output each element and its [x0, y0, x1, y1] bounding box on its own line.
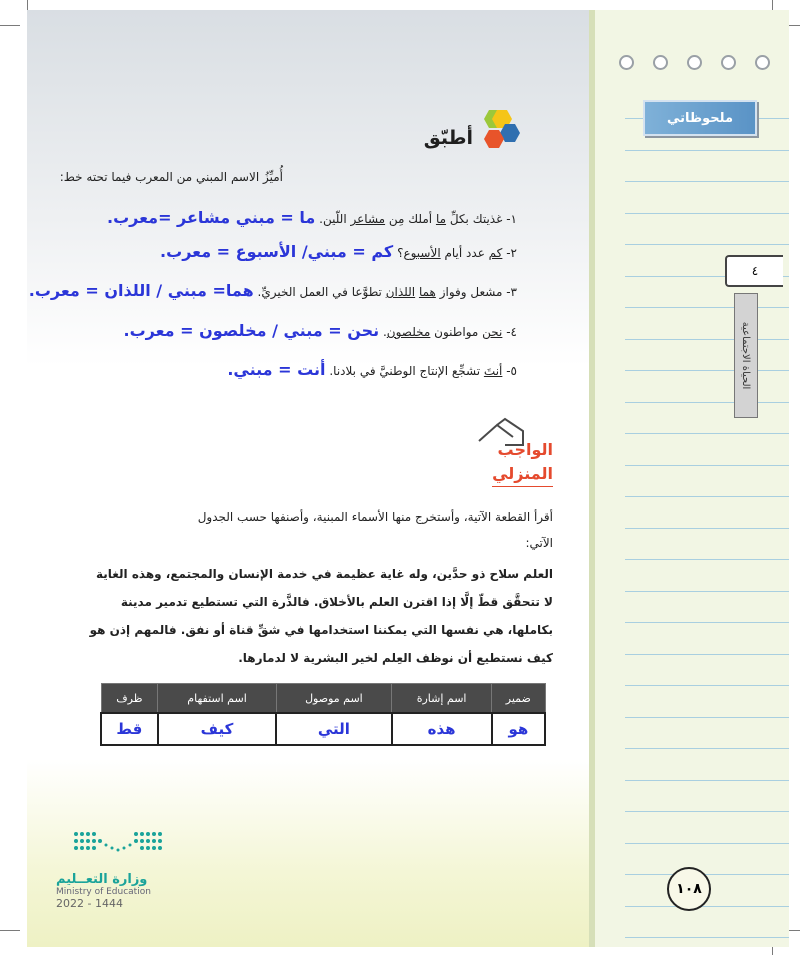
table-header: ظرف — [101, 684, 158, 714]
practice-item-3: ٣- مشعل وفواز هما اللذان تطوَّعا في العمل الخيريِّ. هما= مبني / اللذان = معرب. — [28, 281, 517, 300]
answer-text: هما= مبني / اللذان = معرب. — [28, 281, 254, 300]
unit-title-strip — [734, 293, 758, 418]
homework-title: الواجب المنزلي — [492, 438, 553, 487]
ruled-line — [625, 937, 789, 938]
hexagon-cluster-icon — [467, 108, 527, 158]
crop-mark — [0, 930, 20, 931]
binder-hole — [721, 55, 736, 70]
table-cell: هو — [492, 713, 545, 745]
binder-hole — [755, 55, 770, 70]
table-cell: قط — [101, 713, 158, 745]
ruled-line — [625, 307, 789, 308]
binder-hole — [687, 55, 702, 70]
ruled-line — [625, 370, 789, 371]
answer-text: ما = مبني مشاعر =معرب. — [107, 208, 316, 227]
textbook-page — [27, 10, 589, 947]
table-header-row — [101, 684, 545, 714]
ruled-line — [625, 559, 789, 560]
practice-item-4: ٤- نحن مواطنون مخلصون. نحن = مبني / مخلصون = معرب. — [123, 321, 517, 340]
ruled-line — [625, 339, 789, 340]
table-cell: التي — [276, 713, 391, 745]
answer-text: كم = مبني/ الأسبوع = معرب. — [160, 242, 394, 261]
unit-title: الحياة الاجتماعية — [740, 321, 752, 390]
ruled-line — [625, 402, 789, 403]
practice-instruction: أُميِّزُ الاسم المبني من المعرب فيما تحته خط: — [59, 170, 283, 184]
ruled-line — [625, 496, 789, 497]
ruled-line — [625, 811, 789, 812]
ruled-line — [625, 433, 789, 434]
answer-text: أنت = مبني. — [227, 360, 326, 379]
ruled-line — [625, 654, 789, 655]
ruled-line — [625, 622, 789, 623]
table-header: اسم إشارة — [392, 684, 492, 714]
ruled-line — [625, 213, 789, 214]
ruled-line — [625, 528, 789, 529]
ruled-line — [625, 780, 789, 781]
binder-hole — [619, 55, 634, 70]
binder-hole — [653, 55, 668, 70]
ruled-line — [625, 748, 789, 749]
table-cell: كيف — [158, 713, 277, 745]
homework-instruction: أقرأ القطعة الآتية، وأستخرج منها الأسماء المبنية، وأصنفها حسب الجدول الآتي: — [197, 510, 553, 550]
notes-panel — [589, 10, 789, 947]
practice-title: أطبّق — [423, 127, 473, 149]
ministry-dots-icon — [72, 830, 172, 856]
ruled-line — [625, 150, 789, 151]
ruled-line — [625, 843, 789, 844]
ruled-line — [625, 874, 789, 875]
table-header: اسم موصول — [276, 684, 391, 714]
ruled-line — [625, 685, 789, 686]
homework-passage: العلم سلاح ذو حدَّين، وله غاية عظيمة في خدمة الإنسان والمجتمع، وهذه الغاية لا تتحقَّق قطّ إلَّا إذا اقترن العلم بالأخلاق. فالذَّرة التي تستطيع تدمير مدينة بكاملها، هي نفسها التي يمكننا استخدامها في شقِّ قناة أو نفق. فالمهم إذن هو كيف نستطيع أن نوظف العِلم لخير البشرية لا لدمارها. — [89, 567, 553, 665]
notes-title: ملحوظاتي — [643, 100, 757, 136]
page-number: ١٠٨ — [667, 867, 711, 911]
table-row — [101, 713, 545, 745]
practice-item-5: ٥- أنتَ تشجِّع الإنتاج الوطنيَّ في بلادنا. أنت = مبني. — [227, 360, 517, 379]
ruled-line — [625, 717, 789, 718]
ministry-logo: وزارة التعــليم Ministry of Education 2022 - 1444 — [56, 830, 172, 910]
table-header: ضمير — [492, 684, 545, 714]
ruled-line — [625, 181, 789, 182]
answer-text: نحن = مبني / مخلصون = معرب. — [123, 321, 380, 340]
ruled-line — [625, 906, 789, 907]
unit-number: ٤ — [725, 255, 783, 287]
practice-item-1: ١- غذيتك بكلِّ ما أملك مِن مشاعر اللّين. ما = مبني مشاعر =معرب. — [107, 208, 517, 227]
ruled-line — [625, 244, 789, 245]
table-header: اسم استفهام — [158, 684, 277, 714]
crop-mark — [0, 25, 20, 26]
ruled-line — [625, 465, 789, 466]
table-cell: هذه — [392, 713, 492, 745]
ruled-line — [625, 591, 789, 592]
practice-item-2: ٢- كم عدد أيام الأسبوع؟ كم = مبني/ الأسبوع = معرب. — [160, 242, 517, 261]
classification-table — [100, 683, 546, 746]
